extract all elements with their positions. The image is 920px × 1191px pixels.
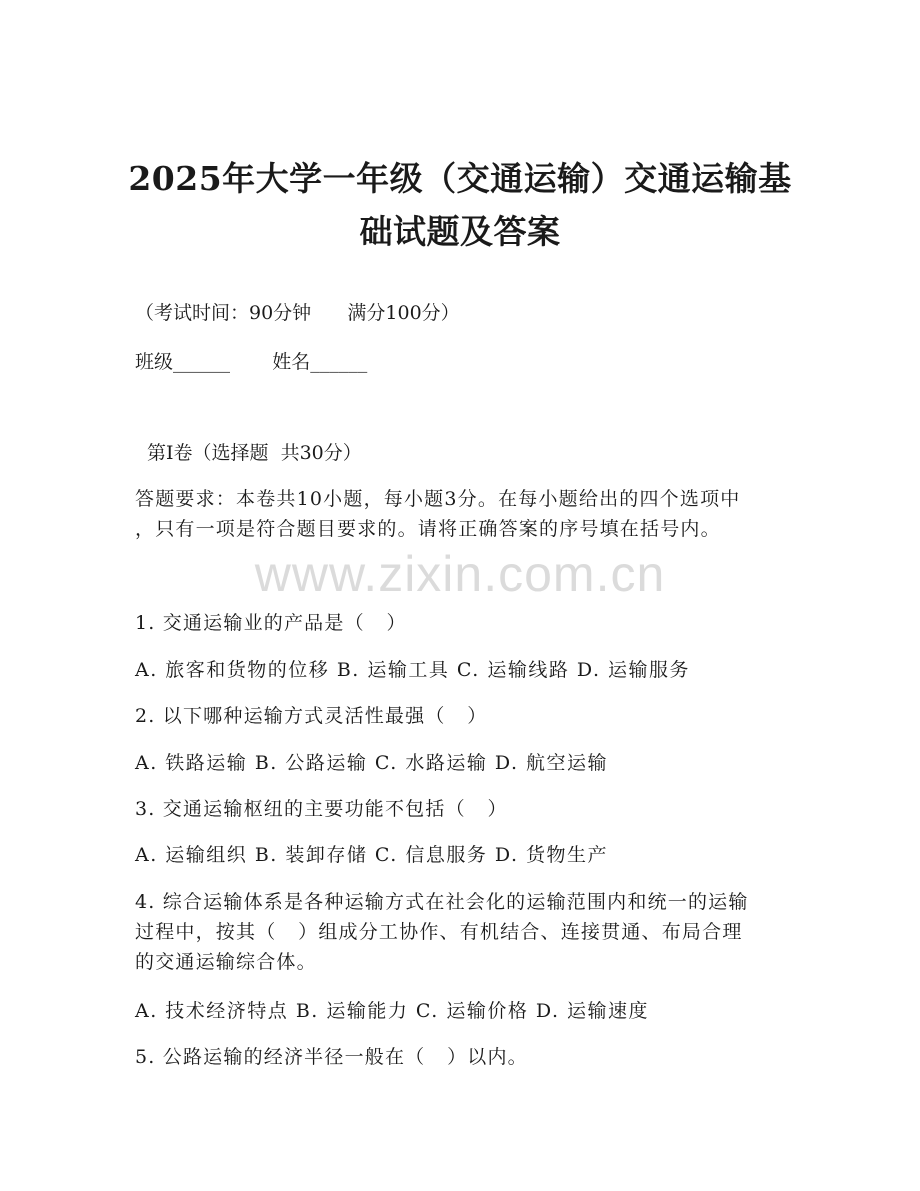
section-title: 第I卷（选择题 共30分）: [147, 442, 362, 464]
question-stem: 1. 交通运输业的产品是（ ）: [135, 612, 407, 634]
exam-info: （考试时间：90分钟 满分100分）: [135, 302, 460, 324]
title-line-2: 础试题及答案: [359, 212, 561, 251]
class-name-fields: 班级______ 姓名______: [135, 351, 368, 373]
question-4: [135, 887, 783, 977]
question-5: [135, 1042, 783, 1072]
question-4-options: A. 技术经济特点 B. 运输能力 C. 运输价格 D. 运输速度: [135, 1000, 650, 1022]
question-stem: 3. 交通运输枢纽的主要功能不包括（ ）: [135, 798, 508, 820]
question-stem: 5. 公路运输的经济半径一般在（ ）以内。: [135, 1046, 528, 1068]
title-line-1: 2025年大学一年级（交通运输）交通运输基: [128, 159, 792, 198]
instructions: [135, 484, 783, 544]
document-title: [60, 152, 860, 258]
question-2: [135, 701, 783, 731]
instructions-line-1: 答题要求：本卷共10小题，每小题3分。在每小题给出的四个选项中: [135, 488, 741, 510]
question-stem-line-3: 的交通运输综合体。: [135, 951, 317, 973]
question-1-options: A. 旅客和货物的位移 B. 运输工具 C. 运输线路 D. 运输服务: [135, 659, 691, 681]
question-3-options: A. 运输组织 B. 装卸存储 C. 信息服务 D. 货物生产: [135, 844, 609, 866]
instructions-line-2: ，只有一项是符合题目要求的。请将正确答案的序号填在括号内。: [135, 518, 721, 540]
question-1: [135, 608, 783, 638]
question-stem-line-2: 过程中，按其（ ）组成分工协作、有机结合、连接贯通、布局合理: [135, 921, 743, 943]
watermark: www.zixin.com.cn: [254, 546, 666, 602]
question-stem-line-1: 4. 综合运输体系是各种运输方式在社会化的运输范围内和统一的运输: [135, 891, 749, 913]
question-3: [135, 794, 783, 824]
question-stem: 2. 以下哪种运输方式灵活性最强（ ）: [135, 705, 488, 727]
question-2-options: A. 铁路运输 B. 公路运输 C. 水路运输 D. 航空运输: [135, 752, 609, 774]
